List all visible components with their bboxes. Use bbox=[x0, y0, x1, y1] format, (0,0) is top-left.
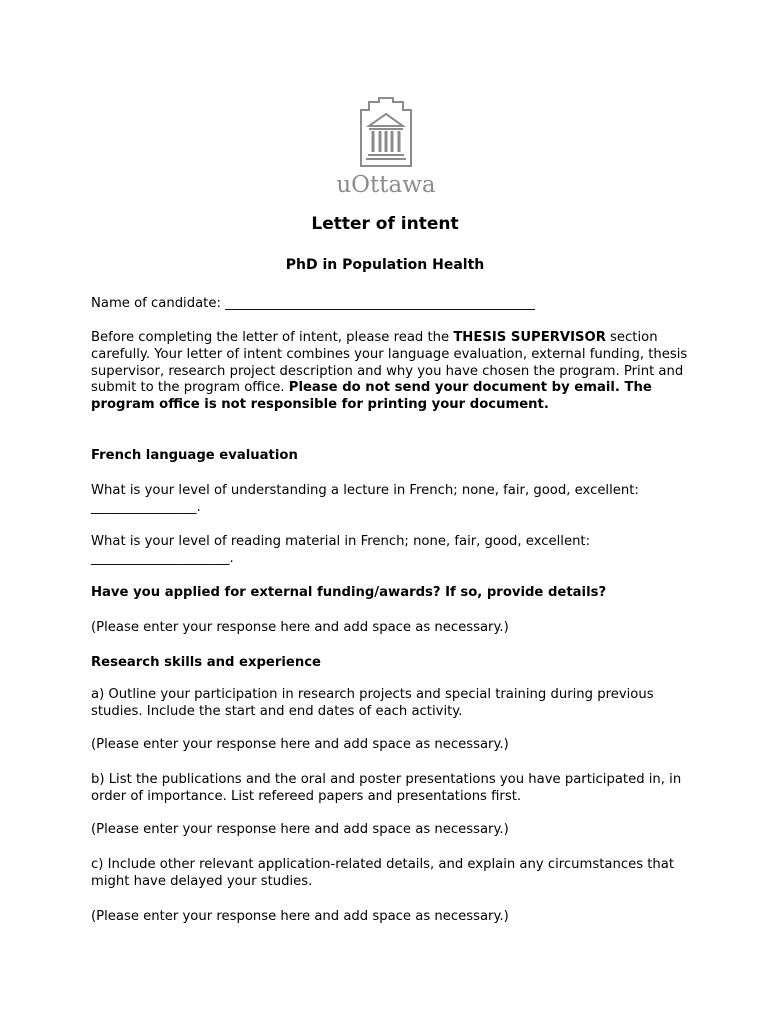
research-question-b: b) List the publications and the oral and poster presentations you have participated in, in order of importance. List refereed papers and presentations first. bbox=[91, 772, 682, 804]
funding-response: (Please enter your response here and add space as necessary.) bbox=[91, 620, 509, 635]
university-building-icon bbox=[357, 96, 415, 168]
document-subtitle: PhD in Population Health bbox=[285, 257, 485, 273]
funding-heading: Have you applied for external funding/awards? If so, provide details? bbox=[91, 585, 607, 600]
thesis-supervisor-emphasis: THESIS SUPERVISOR bbox=[453, 330, 606, 345]
research-response-a: (Please enter your response here and add space as necessary.) bbox=[91, 737, 509, 752]
candidate-name-line: Name of candidate: _______________________________________________ bbox=[91, 296, 536, 311]
french-question-reading: What is your level of reading material in French; none, fair, good, excellent: _____________________. bbox=[91, 534, 591, 566]
email-warning: Please do not send your document by email. The program office is not responsible for printing your document. bbox=[91, 380, 652, 413]
intro-paragraph bbox=[91, 330, 691, 414]
logo-wordmark: uOttawa bbox=[336, 172, 436, 198]
french-heading: French language evaluation bbox=[91, 448, 298, 463]
research-question-c: c) Include other relevant application-related details, and explain any circumstances that might have delayed your studies. bbox=[91, 857, 675, 889]
research-question-a: a) Outline your participation in research projects and special training during previous studies. Include the start and end dates of each activity. bbox=[91, 687, 654, 719]
document-title: Letter of intent bbox=[311, 214, 459, 234]
research-heading: Research skills and experience bbox=[91, 655, 321, 670]
research-response-b: (Please enter your response here and add space as necessary.) bbox=[91, 822, 509, 837]
research-response-c: (Please enter your response here and add space as necessary.) bbox=[91, 909, 509, 924]
french-question-lecture: What is your level of understanding a lecture in French; none, fair, good, excellent: ________________. bbox=[91, 483, 639, 515]
intro-text-2: section carefully. Your letter of intent combines your language evaluation, external funding, thesis supervisor, research project description and why you have chosen the program. Print and submit to the program office. bbox=[91, 330, 688, 396]
uottawa-logo bbox=[333, 96, 439, 196]
intro-text-1: Before completing the letter of intent, please read the bbox=[91, 330, 454, 345]
